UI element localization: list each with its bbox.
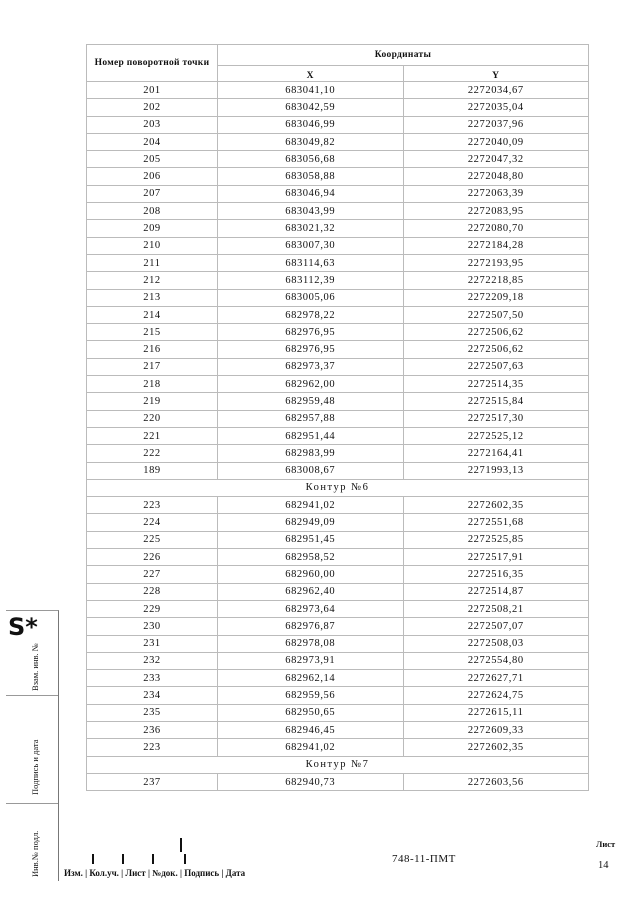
point-number-cell: 223	[87, 497, 218, 514]
point-number-cell: 219	[87, 393, 218, 410]
x-coordinate-cell: 683114,63	[218, 254, 404, 271]
point-number-cell: 223	[87, 739, 218, 756]
point-number-cell: 229	[87, 600, 218, 617]
table-row	[87, 445, 589, 462]
x-coordinate-cell: 682959,56	[218, 687, 404, 704]
table-row	[87, 462, 589, 479]
y-coordinate-cell: 2272035,04	[403, 99, 589, 116]
contour-row	[87, 756, 589, 773]
table-row	[87, 635, 589, 652]
table-row	[87, 583, 589, 600]
point-number-cell: 230	[87, 618, 218, 635]
x-coordinate-cell: 683021,32	[218, 220, 404, 237]
table-row	[87, 739, 589, 756]
x-coordinate-cell: 682940,73	[218, 773, 404, 790]
footer-tick	[180, 838, 182, 852]
y-coordinate-cell: 2272551,68	[403, 514, 589, 531]
x-coordinate-cell: 683043,99	[218, 203, 404, 220]
y-coordinate-cell: 2272184,28	[403, 237, 589, 254]
handwritten-mark: S*	[8, 613, 38, 641]
y-coordinate-cell: 2272034,67	[403, 82, 589, 99]
x-coordinate-cell: 682941,02	[218, 739, 404, 756]
y-coordinate-cell: 2272525,12	[403, 427, 589, 444]
footer-tick	[122, 854, 124, 864]
x-coordinate-cell: 682973,37	[218, 358, 404, 375]
y-coordinate-cell: 2272508,21	[403, 600, 589, 617]
point-number-cell: 209	[87, 220, 218, 237]
table-row	[87, 704, 589, 721]
x-coordinate-cell: 682976,95	[218, 341, 404, 358]
point-number-cell: 220	[87, 410, 218, 427]
x-coordinate-cell: 682973,91	[218, 652, 404, 669]
point-number-cell: 226	[87, 549, 218, 566]
table-row	[87, 566, 589, 583]
contour-label: Контур №7	[87, 756, 589, 773]
point-number-cell: 225	[87, 531, 218, 548]
table-row	[87, 99, 589, 116]
point-number-cell: 216	[87, 341, 218, 358]
y-coordinate-cell: 2272507,63	[403, 358, 589, 375]
table-row	[87, 514, 589, 531]
table-row	[87, 531, 589, 548]
y-coordinate-cell: 2272508,03	[403, 635, 589, 652]
point-number-cell: 235	[87, 704, 218, 721]
point-number-cell: 224	[87, 514, 218, 531]
y-coordinate-cell: 2272603,56	[403, 773, 589, 790]
y-coordinate-cell: 2272554,80	[403, 652, 589, 669]
y-coordinate-cell: 2272615,11	[403, 704, 589, 721]
table-row	[87, 358, 589, 375]
table-row	[87, 721, 589, 738]
x-coordinate-cell: 683041,10	[218, 82, 404, 99]
label-podpis-data: Подпись и дата	[30, 739, 40, 795]
point-number-cell: 203	[87, 116, 218, 133]
x-coordinate-cell: 682958,52	[218, 549, 404, 566]
x-coordinate-cell: 682973,64	[218, 600, 404, 617]
label-inv-podl: Инв.№ подл.	[30, 830, 40, 877]
y-coordinate-cell: 2272083,95	[403, 203, 589, 220]
y-coordinate-cell: 2272209,18	[403, 289, 589, 306]
table-row	[87, 773, 589, 790]
y-coordinate-cell: 2272506,62	[403, 341, 589, 358]
x-coordinate-cell: 682976,95	[218, 324, 404, 341]
y-coordinate-cell: 2272627,71	[403, 670, 589, 687]
y-coordinate-cell: 2272525,85	[403, 531, 589, 548]
point-number-cell: 208	[87, 203, 218, 220]
y-coordinate-cell: 2272602,35	[403, 739, 589, 756]
x-coordinate-cell: 682962,14	[218, 670, 404, 687]
y-coordinate-cell: 2272048,80	[403, 168, 589, 185]
table-row	[87, 254, 589, 271]
y-coordinate-cell: 2272517,30	[403, 410, 589, 427]
point-number-cell: 189	[87, 462, 218, 479]
x-coordinate-cell: 682962,40	[218, 583, 404, 600]
y-coordinate-cell: 2272080,70	[403, 220, 589, 237]
y-coordinate-cell: 2272164,41	[403, 445, 589, 462]
x-coordinate-cell: 682960,00	[218, 566, 404, 583]
stamp-cell-podpis	[6, 695, 58, 804]
table-row	[87, 289, 589, 306]
contour-label: Контур №6	[87, 479, 589, 496]
contour-row	[87, 479, 589, 496]
x-coordinate-cell: 682949,09	[218, 514, 404, 531]
point-number-cell: 214	[87, 306, 218, 323]
x-coordinate-cell: 682957,88	[218, 410, 404, 427]
table-row	[87, 168, 589, 185]
x-coordinate-cell: 682983,99	[218, 445, 404, 462]
table-row	[87, 393, 589, 410]
y-coordinate-cell: 2272218,85	[403, 272, 589, 289]
point-number-cell: 228	[87, 583, 218, 600]
y-coordinate-cell: 2272602,35	[403, 497, 589, 514]
y-coordinate-cell: 2271993,13	[403, 462, 589, 479]
table-row	[87, 410, 589, 427]
table-row	[87, 670, 589, 687]
stamp-cell-vzam	[6, 611, 58, 696]
coordinates-table	[86, 44, 589, 791]
table-row	[87, 324, 589, 341]
table-row	[87, 82, 589, 99]
table-row	[87, 237, 589, 254]
sheet-label: Лист	[596, 839, 616, 849]
table-row	[87, 600, 589, 617]
point-number-cell: 212	[87, 272, 218, 289]
y-coordinate-cell: 2272514,87	[403, 583, 589, 600]
x-coordinate-cell: 683042,59	[218, 99, 404, 116]
point-number-cell: 233	[87, 670, 218, 687]
x-coordinate-cell: 682962,00	[218, 376, 404, 393]
table-row	[87, 497, 589, 514]
y-coordinate-cell: 2272609,33	[403, 721, 589, 738]
x-coordinate-cell: 682951,44	[218, 427, 404, 444]
x-coordinate-cell: 683112,39	[218, 272, 404, 289]
x-coordinate-cell: 683008,67	[218, 462, 404, 479]
point-number-cell: 237	[87, 773, 218, 790]
table-row	[87, 133, 589, 150]
table-row	[87, 306, 589, 323]
table-row	[87, 341, 589, 358]
document-code: 748-11-ПМТ	[392, 853, 456, 865]
y-coordinate-cell: 2272037,96	[403, 116, 589, 133]
y-coordinate-cell: 2272517,91	[403, 549, 589, 566]
table-row	[87, 220, 589, 237]
point-number-cell: 221	[87, 427, 218, 444]
point-number-cell: 213	[87, 289, 218, 306]
y-coordinate-cell: 2272040,09	[403, 133, 589, 150]
y-coordinate-cell: 2272506,62	[403, 324, 589, 341]
point-number-cell: 206	[87, 168, 218, 185]
point-number-cell: 222	[87, 445, 218, 462]
footer-tick	[184, 854, 186, 864]
point-number-cell: 231	[87, 635, 218, 652]
point-number-cell: 201	[87, 82, 218, 99]
footer-tick	[152, 854, 154, 864]
table-row	[87, 272, 589, 289]
point-number-cell: 210	[87, 237, 218, 254]
header-y: Y	[403, 65, 589, 81]
table-row	[87, 203, 589, 220]
header-x: X	[218, 65, 404, 81]
point-number-cell: 202	[87, 99, 218, 116]
point-number-cell: 218	[87, 376, 218, 393]
point-number-cell: 236	[87, 721, 218, 738]
x-coordinate-cell: 683007,30	[218, 237, 404, 254]
table-row	[87, 151, 589, 168]
y-coordinate-cell: 2272624,75	[403, 687, 589, 704]
x-coordinate-cell: 682978,22	[218, 306, 404, 323]
x-coordinate-cell: 682978,08	[218, 635, 404, 652]
footer-columns: Изм. | Кол.уч. | Лист | №док. | Подпись | Дата	[64, 868, 246, 878]
table-row	[87, 427, 589, 444]
table-row	[87, 116, 589, 133]
y-coordinate-cell: 2272516,35	[403, 566, 589, 583]
x-coordinate-cell: 682951,45	[218, 531, 404, 548]
table-row	[87, 549, 589, 566]
x-coordinate-cell: 683046,99	[218, 116, 404, 133]
x-coordinate-cell: 682950,65	[218, 704, 404, 721]
x-coordinate-cell: 682976,87	[218, 618, 404, 635]
header-coordinates: Координаты	[218, 45, 589, 66]
x-coordinate-cell: 683046,94	[218, 185, 404, 202]
point-number-cell: 217	[87, 358, 218, 375]
table-row	[87, 376, 589, 393]
x-coordinate-cell: 682946,45	[218, 721, 404, 738]
coordinates-body	[87, 82, 589, 791]
x-coordinate-cell: 682959,48	[218, 393, 404, 410]
point-number-cell: 227	[87, 566, 218, 583]
point-number-cell: 234	[87, 687, 218, 704]
label-vzam-inv: Взам. инв. №	[30, 643, 40, 691]
sheet-number: 14	[598, 860, 609, 871]
x-coordinate-cell: 683056,68	[218, 151, 404, 168]
y-coordinate-cell: 2272193,95	[403, 254, 589, 271]
table-row	[87, 185, 589, 202]
y-coordinate-cell: 2272515,84	[403, 393, 589, 410]
approval-stamp-column	[6, 610, 59, 881]
y-coordinate-cell: 2272507,50	[403, 306, 589, 323]
point-number-cell: 205	[87, 151, 218, 168]
y-coordinate-cell: 2272063,39	[403, 185, 589, 202]
y-coordinate-cell: 2272047,32	[403, 151, 589, 168]
x-coordinate-cell: 682941,02	[218, 497, 404, 514]
header-point-number: Номер поворотной точки	[87, 45, 218, 82]
table-row	[87, 652, 589, 669]
table-row	[87, 618, 589, 635]
y-coordinate-cell: 2272507,07	[403, 618, 589, 635]
table-row	[87, 687, 589, 704]
x-coordinate-cell: 683058,88	[218, 168, 404, 185]
point-number-cell: 207	[87, 185, 218, 202]
point-number-cell: 204	[87, 133, 218, 150]
x-coordinate-cell: 683049,82	[218, 133, 404, 150]
point-number-cell: 211	[87, 254, 218, 271]
point-number-cell: 232	[87, 652, 218, 669]
footer-tick	[92, 854, 94, 864]
x-coordinate-cell: 683005,06	[218, 289, 404, 306]
stamp-cell-inv	[6, 803, 58, 881]
y-coordinate-cell: 2272514,35	[403, 376, 589, 393]
point-number-cell: 215	[87, 324, 218, 341]
